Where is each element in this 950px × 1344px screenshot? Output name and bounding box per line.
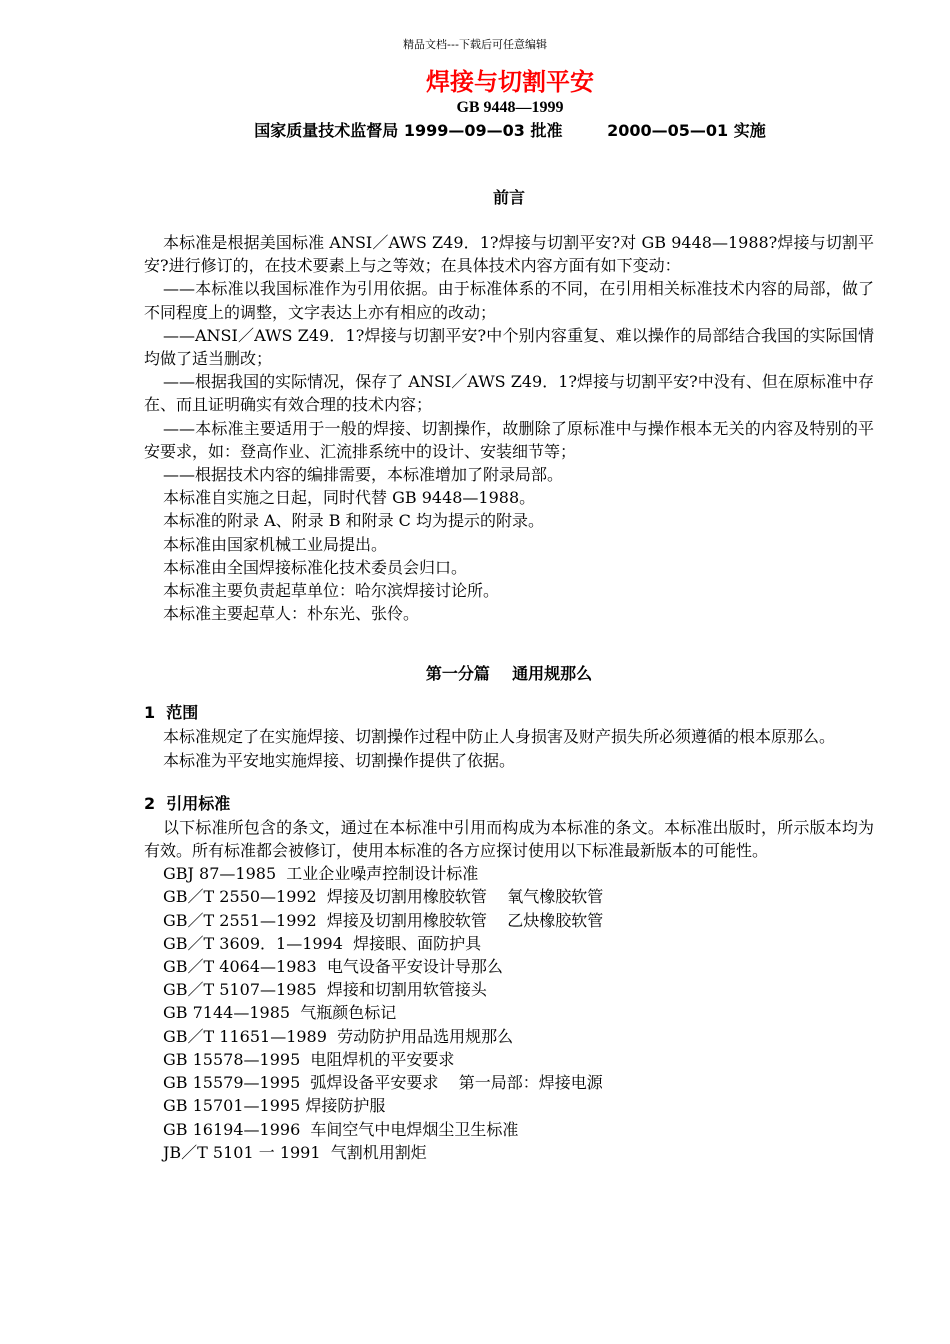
foreword-heading: 前言 [492,188,525,207]
foreword-section [144,231,874,625]
document-title: 焊接与切割平安 [426,68,594,96]
reference-item: GBJ 87—1985 工业企业噪声控制设计标准 [163,864,479,884]
foreword-paragraph: 本标准主要负责起草单位：哈尔滨焊接讨论所。 [163,581,500,601]
section-1-paragraph: 本标准为平安地实施焊接、切割操作提供了依据。 [163,750,516,770]
section-2-heading: 2 引用标准 [144,793,231,813]
document-body [144,185,874,1164]
reference-item: GB／T 2550—1992 焊接及切割用橡胶软管 氧气橡胶软管 [163,887,604,907]
reference-item: GB／T 3609．1—1994 焊接眼、面防护具 [163,933,482,953]
foreword-paragraph: ——本标准以我国标准作为引用依据。由于标准体系的不同，在引用相关标准技术内容的局部，做了不同程度上的调整，文字表达上亦有相应的改动； [144,279,874,322]
section-2-intro: 以下标准所包含的条文，通过在本标准中引用而构成为本标准的条文。本标准出版时，所示版本均为有效。所有标准都会被修订，使用本标准的各方应探讨使用以下标准最新版本的可能性。 [144,817,874,861]
foreword-paragraph: ——本标准主要适用于一般的焊接、切割操作，故删除了原标准中与操作根本无关的内容及特别的平安要求，如：登高作业、汇流排系统中的设计、安装细节等； [144,418,874,461]
part-one-heading: 第一分篇 通用规那么 [425,664,593,684]
reference-list [144,862,874,1164]
reference-item: JB／T 5101 一 1991 气割机用割炬 [163,1142,427,1162]
reference-item: GB 15701—1995 焊接防护服 [163,1096,386,1116]
reference-item: GB 15578—1995 电阻焊机的平安要求 [163,1049,455,1069]
reference-item: GB／T 11651—1989 劳动防护用品选用规那么 [163,1026,514,1046]
reference-item: GB／T 5107—1985 焊接和切割用软管接头 [163,980,487,1000]
section-1-heading: 1 范围 [144,703,199,723]
header-note: 精品文档---下载后可任意编辑 [403,38,547,51]
reference-item: GB 15579—1995 弧焊设备平安要求 第一局部：焊接电源 [163,1073,603,1093]
foreword-paragraph: 本标准由国家机械工业局提出。 [163,534,388,554]
reference-item: GB／T 2551—1992 焊接及切割用橡胶软管 乙炔橡胶软管 [163,910,604,930]
foreword-paragraph: 本标准由全国焊接标准化技术委员会归口。 [163,557,468,577]
foreword-paragraph: 本标准自实施之日起，同时代替 GB 9448—1988。 [163,488,536,508]
foreword-paragraph: ——根据我国的实际情况，保存了 ANSI／AWS Z49．1?焊接与切割平安?中没有、但在原标准中存在、而且证明确实有效合理的技术内容； [144,372,874,415]
standard-code: GB 9448—1999 [456,99,564,116]
reference-item: GB 7144—1985 气瓶颜色标记 [163,1003,397,1023]
foreword-paragraph: ——ANSI／AWS Z49．1?焊接与切割平安?中个别内容重复、难以操作的局部结合我国的实际国情均做了适当删改； [144,325,874,369]
reference-item: GB／T 4064—1983 电气设备平安设计导那么 [163,957,503,977]
approval-line: 国家质量技术监督局 1999—09—03 批准 2000—05—01 实施 [254,121,766,140]
foreword-paragraph: 本标准主要起草人：朴东光、张伶。 [163,604,420,624]
foreword-paragraph: ——根据技术内容的编排需要，本标准增加了附录局部。 [163,465,564,485]
foreword-paragraph: 本标准是根据美国标准 ANSI／AWS Z49．1?焊接与切割平安?对 GB 9448—1988?焊接与切割平安?进行修订的，在技术要素上与之等效；在具体技术内容方面有如下变动： [144,233,874,276]
reference-item: GB 16194—1996 车间空气中电焊烟尘卫生标准 [163,1119,519,1139]
section-1-paragraph: 本标准规定了在实施焊接、切割操作过程中防止人身损害及财产损失所必须遵循的根本原那么。 [163,727,836,747]
foreword-paragraph: 本标准的附录 A、附录 B 和附录 C 均为提示的附录。 [163,511,544,531]
